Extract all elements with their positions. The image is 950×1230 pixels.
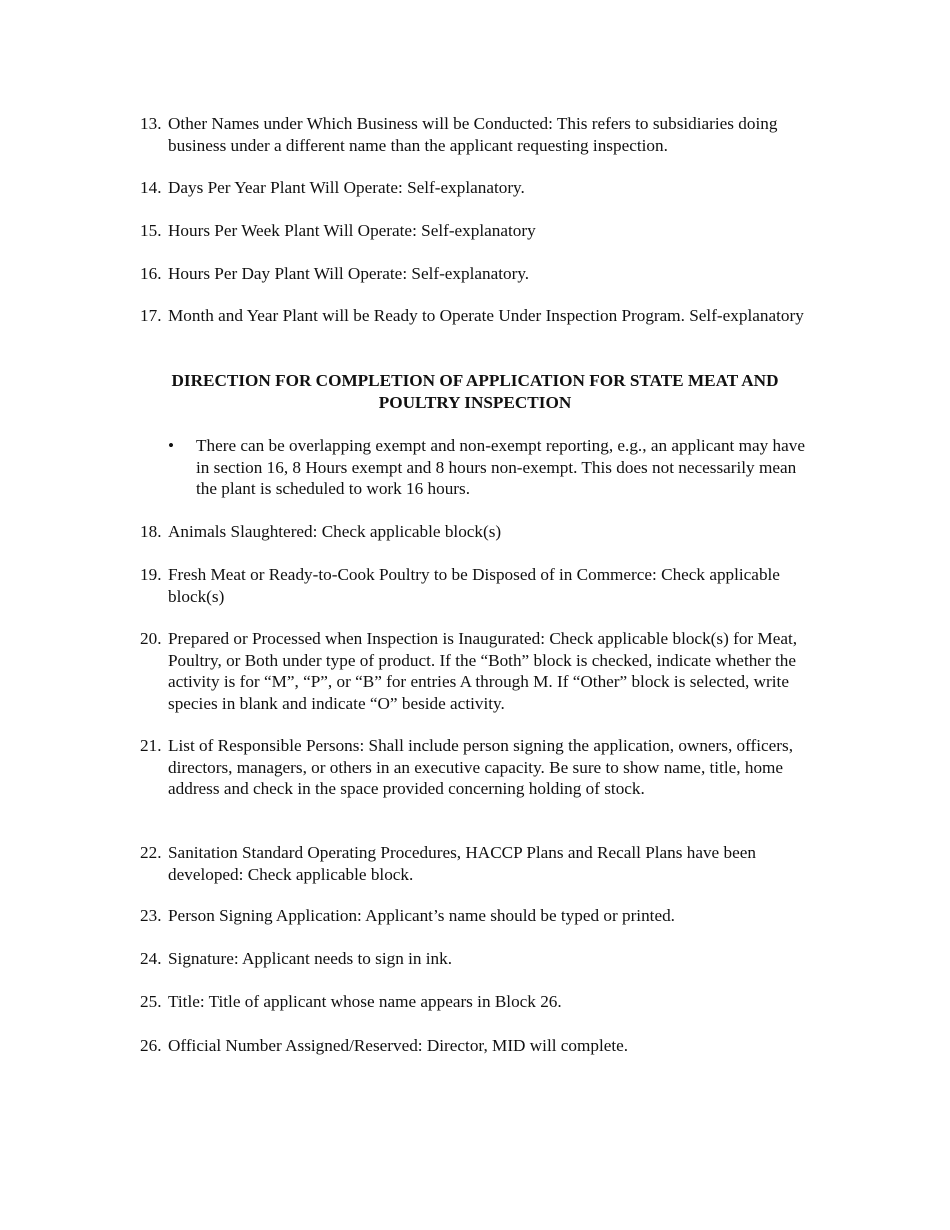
item-number: 15. [140, 221, 162, 240]
bullet-text: There can be overlapping exempt and non-exempt reporting, e.g., an applicant may have in section 16, 8 Hours exempt and 8 hours non-exempt. This does not necessarily mean the plant is scheduled to work 16 hours. [196, 436, 805, 498]
item-22 [140, 842, 820, 885]
item-20 [140, 628, 820, 714]
item-text: Other Names under Which Business will be Conducted: This refers to subsidiaries doing business under a different name than the applicant requesting inspection. [168, 114, 778, 155]
item-text: Fresh Meat or Ready-to-Cook Poultry to be Disposed of in Commerce: Check applicable block(s) [168, 565, 780, 606]
item-number: 21. [140, 736, 162, 755]
item-number: 19. [140, 565, 162, 584]
item-14 [140, 177, 820, 199]
item-13 [140, 113, 820, 156]
bullet-note [168, 435, 808, 500]
item-text: Official Number Assigned/Reserved: Director, MID will complete. [168, 1036, 629, 1055]
item-number: 18. [140, 522, 162, 541]
item-number: 24. [140, 949, 162, 968]
heading-line-1: DIRECTION FOR COMPLETION OF APPLICATION FOR STATE MEAT AND [171, 371, 779, 390]
item-18 [140, 521, 820, 543]
item-23 [140, 905, 820, 927]
item-text: Title: Title of applicant whose name appears in Block 26. [168, 992, 562, 1011]
heading-line-2: POULTRY INSPECTION [378, 392, 572, 412]
item-26 [140, 1035, 820, 1057]
item-number: 14. [140, 178, 162, 197]
item-number: 23. [140, 906, 162, 925]
item-text: Signature: Applicant needs to sign in ink. [168, 949, 453, 968]
item-number: 17. [140, 306, 162, 325]
item-text: Hours Per Day Plant Will Operate: Self-explanatory. [168, 264, 530, 283]
item-text: Days Per Year Plant Will Operate: Self-explanatory. [168, 178, 525, 197]
item-number: 26. [140, 1036, 162, 1055]
item-17 [140, 305, 820, 327]
item-number: 22. [140, 843, 162, 862]
item-number: 20. [140, 629, 162, 648]
item-19 [140, 564, 820, 607]
item-text: Prepared or Processed when Inspection is Inaugurated: Check applicable block(s) for Meat, Poultry, or Both under type of product. If the “Both” block is checked, indicate whether the activity is for “M”, “P”, or “B” for entries A through M. If “Other” block is selected, write species in blank and indicate “O” beside activity. [168, 629, 798, 713]
item-number: 25. [140, 992, 162, 1011]
bullet-icon: • [168, 436, 175, 455]
item-text: List of Responsible Persons: Shall include person signing the application, owners, officers, directors, managers, or others in an executive capacity. Be sure to show name, title, home address and check in the space provided concerning holding of stock. [168, 736, 794, 798]
item-16 [140, 263, 820, 285]
item-text: Hours Per Week Plant Will Operate: Self-explanatory [168, 221, 536, 240]
item-21 [140, 735, 820, 800]
item-text: Month and Year Plant will be Ready to Operate Under Inspection Program. Self-explanatory [168, 306, 804, 325]
item-number: 16. [140, 264, 162, 283]
item-text: Animals Slaughtered: Check applicable block(s) [168, 522, 502, 541]
item-text: Person Signing Application: Applicant’s name should be typed or printed. [168, 906, 675, 925]
item-number: 13. [140, 114, 162, 133]
item-24 [140, 948, 820, 970]
item-text: Sanitation Standard Operating Procedures, HACCP Plans and Recall Plans have been developed: Check applicable block. [168, 843, 756, 884]
item-25 [140, 991, 820, 1013]
section-heading [140, 370, 810, 413]
item-15 [140, 220, 820, 242]
